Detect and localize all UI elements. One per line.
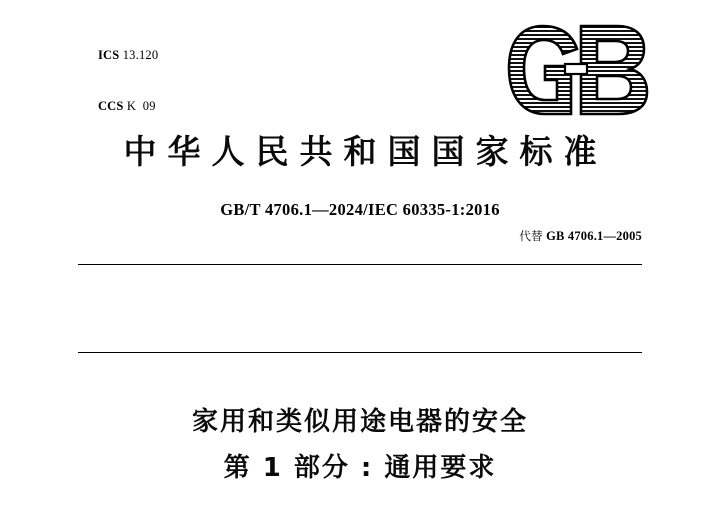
ics-code-line	[78, 30, 158, 81]
ccs-code-label: CCS	[97, 98, 124, 113]
document-title	[0, 402, 720, 489]
divider-top	[78, 264, 642, 265]
document-title-line-1: 家用和类似用途电器的安全	[191, 407, 528, 437]
replaces-standard-number: GB 4706.1—2005	[546, 229, 642, 243]
ccs-code-number: K 09	[126, 98, 156, 113]
divider-bottom	[78, 352, 642, 353]
gb-emblem-icon	[505, 22, 655, 118]
standard-number: GB/T 4706.1—2024/IEC 60335-1:2016	[220, 200, 500, 219]
replaces-line	[519, 228, 642, 244]
ccs-code-line	[78, 81, 158, 132]
replaces-label: 代替	[519, 229, 543, 243]
document-title-line-2: 第 1 部分 : 通用要求	[223, 453, 497, 484]
ics-code-number: 13.120	[122, 47, 159, 62]
classification-codes	[78, 30, 158, 131]
ics-code-label: ICS	[97, 47, 120, 62]
page-title: 中华人民共和国国家标准	[123, 132, 608, 171]
